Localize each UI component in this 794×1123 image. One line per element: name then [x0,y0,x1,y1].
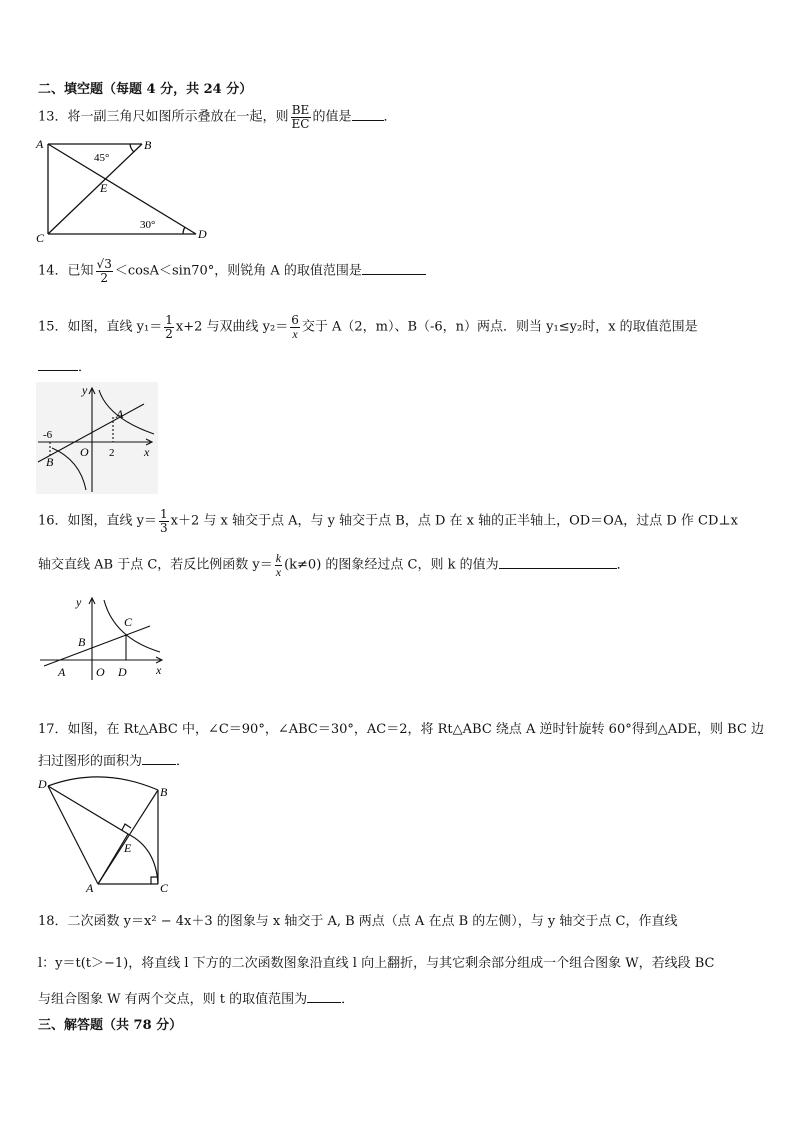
q13-frac-num: BE [291,103,310,117]
q15-figure [36,382,158,494]
q16-frac2-num: k [275,551,282,565]
q13-label-b: B [144,138,152,152]
question-18 [38,910,677,929]
q17-line2-text: 扫过图形的面积为 [38,754,143,769]
q13-suffix: 的值是 [312,109,352,125]
q15-suffix: 交于 A（2，m）、B（-6，n）两点．则当 y₁≤y₂时，x 的取值范围是 [301,319,698,335]
q14-frac-den: 2 [100,270,108,285]
section-3-title: 三、解答题（共 78 分） [38,1018,183,1033]
q13-fraction [291,104,311,130]
q15-end: ． [78,360,92,375]
q17-line1: 17．如图，在 Rt△ABC 中，∠C＝90°，∠ABC＝30°，AC＝2，将 Rt△ABC 绕点 A 逆时针旋转 60°得到△ADE，则 BC 边 [38,722,765,737]
q13-answer-blank[interactable] [352,120,384,121]
q15-line2 [38,356,91,375]
q17-label-a: A [86,881,94,894]
q16-line1-a: 16．如图，直线 y＝ [38,513,158,529]
q13-label-d: D [198,227,207,241]
q17-label-d: D [38,777,47,791]
section-2-title: 二、填空题（每题 4 分，共 24 分） [38,82,253,97]
q16-label-a: A [58,665,66,679]
q15-frac1-den: 2 [165,326,173,341]
q13-prefix: 13．将一副三角尺如图所示叠放在一起，则 [38,109,289,125]
question-13 [38,104,397,130]
q17-label-e: E [124,841,132,855]
q13-figure [30,134,220,246]
q17-line2 [38,750,189,769]
q16-line2-b: (k≠0) 的图象经过点 C，则 k 的值为 [284,557,499,573]
q15-label-neg6: -6 [43,429,53,441]
q15-axis-y: y [82,383,88,397]
question-15 [38,314,698,340]
q16-end: ． [616,557,630,573]
question-16 [38,508,738,534]
q18-line1: 18．二次函数 y＝x² − 4x＋3 的图象与 x 轴交于 A, B 两点（点 A 在点 B 的左侧），与 y 轴交于点 C，作直线 [38,914,678,929]
q16-line1-b: x＋2 与 x 轴交于点 A，与 y 轴交于点 B，点 D 在 x 轴的正半轴上，OD＝OA，过点 D 作 CD⊥x [170,513,738,529]
q16-label-c: C [124,615,133,629]
q16-answer-blank[interactable] [499,568,617,569]
q18-line3 [38,988,354,1007]
question-17 [38,718,764,737]
q18-answer-blank[interactable] [307,1002,341,1003]
q15-frac2-num: 6 [291,313,299,327]
q18-line2-text: l：y＝t(t＞−1)，将直线 l 下方的二次函数图象沿直线 l 向上翻折，与其它剩余部分组成一个组合图象 W，若线段 BC [38,956,715,971]
q14-frac-num: √3 [96,257,112,271]
q17-label-c: C [160,881,169,894]
q13-angle-30: 30° [140,219,156,231]
q15-middle: x+2 与双曲线 y₂＝ [175,319,289,335]
q13-angle-45: 45° [94,152,110,164]
q16-frac-den: 3 [160,520,168,535]
q15-fraction-1 [164,314,174,340]
q15-label-o: O [80,445,89,459]
q15-answer-blank[interactable] [38,370,78,371]
q14-middle: ＜cosA＜sin70°，则锐角 A 的取值范围是 [114,263,362,279]
q16-label-b: B [78,635,86,649]
q14-answer-blank[interactable] [362,274,426,275]
q16-axis-x: x [156,663,162,677]
q16-label-o: O [96,665,105,679]
q16-line2 [38,552,630,578]
q15-fraction-2 [290,314,300,340]
q16-fraction-2 [275,552,282,578]
q18-line2 [38,952,714,971]
q16-line2-a: 轴交直线 AB 于点 C，若反比例函数 y＝ [38,557,273,573]
q15-frac2-den: x [292,326,298,341]
q14-fraction [96,258,113,284]
q14-prefix: 14．已知 [38,263,94,279]
q13-frac-den: EC [291,116,310,131]
q17-answer-blank[interactable] [142,764,176,765]
q15-label-b: B [46,455,54,469]
q16-frac-num: 1 [160,507,168,521]
q15-label-2: 2 [109,447,115,459]
q15-prefix: 15．如图，直线 y₁＝ [38,319,163,335]
q16-figure [38,594,168,684]
q15-label-a: A [116,407,124,421]
q16-label-d: D [118,665,127,679]
q13-label-a: A [36,137,44,151]
q18-line3-text: 与组合图象 W 有两个交点，则 t 的取值范围为 [38,992,308,1007]
q15-axis-x: x [144,445,150,459]
q16-axis-y: y [76,595,82,609]
question-14 [38,258,426,284]
q15-frac1-num: 1 [165,313,173,327]
q18-end: ． [341,992,355,1007]
q17-label-b: B [160,785,168,799]
q13-label-c: C [36,231,45,245]
q16-fraction [159,508,169,534]
q13-end: ． [383,109,397,125]
q17-end: ． [176,754,190,769]
q13-label-e: E [100,181,108,195]
q17-figure [36,772,176,894]
q16-frac2-den: x [275,564,282,579]
